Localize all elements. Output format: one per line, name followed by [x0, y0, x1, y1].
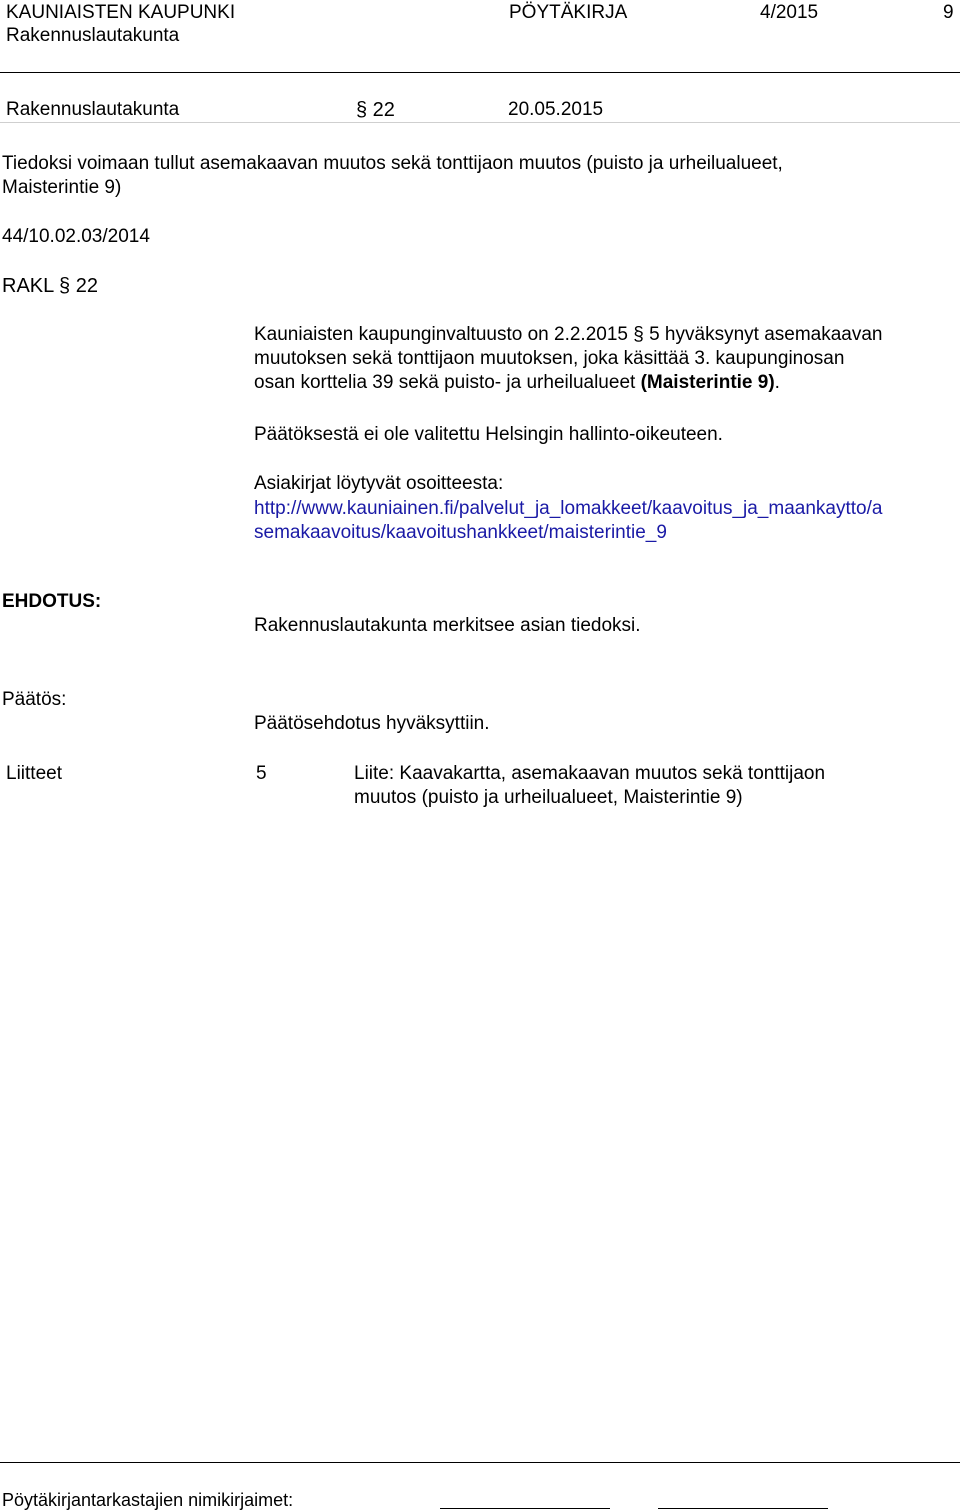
header-org: KAUNIAISTEN KAUPUNKI — [6, 2, 236, 23]
documents-url-line1[interactable]: http://www.kauniainen.fi/palvelut_ja_lomakkeet/kaavoitus_ja_maankaytto/a — [254, 498, 883, 519]
body-p1-line2: muutoksen sekä tonttijaon muutoksen, joka käsittää 3. kaupunginosan — [254, 348, 845, 369]
attachments-label: Liitteet — [6, 763, 62, 784]
rakl-section: RAKL § 22 — [2, 275, 98, 297]
decision-text: Päätösehdotus hyväksyttiin. — [254, 713, 490, 734]
meeting-section: § 22 — [356, 99, 395, 121]
attachment-item-line1[interactable]: Liite: Kaavakartta, asemakaavan muutos sekä tonttijaon — [354, 763, 826, 784]
body-paragraph-1 — [254, 323, 960, 395]
proposal-text: Rakennuslautakunta merkitsee asian tiedoksi. — [254, 615, 641, 636]
attachments-number: 5 — [256, 763, 267, 784]
signature-line-2 — [658, 1508, 828, 1509]
meeting-board: Rakennuslautakunta — [6, 99, 180, 120]
header-board: Rakennuslautakunta — [6, 25, 180, 46]
decision-label: Päätös: — [2, 689, 67, 710]
documents-url-line2[interactable]: semakaavoitus/kaavoitushankkeet/maisterintie_9 — [254, 522, 667, 543]
header-doc-type: PÖYTÄKIRJA — [509, 2, 628, 23]
header-doc-number: 4/2015 — [760, 2, 819, 23]
body-paragraph-2: Päätöksestä ei ole valitettu Helsingin hallinto-oikeuteen. — [254, 424, 723, 445]
documents-label: Asiakirjat löytyvät osoitteesta: — [254, 473, 504, 494]
item-title-line2: Maisterintie 9) — [2, 177, 122, 198]
body-p1-line3 — [254, 371, 960, 395]
item-title-line1: Tiedoksi voimaan tullut asemakaavan muutos sekä tonttijaon muutos (puisto ja urheilualueet, — [2, 153, 783, 174]
body-p1-period: . — [774, 372, 780, 393]
footer-label: Pöytäkirjantarkastajien nimikirjaimet: — [2, 1490, 294, 1510]
footer-divider — [0, 1462, 960, 1463]
body-p1-address: (Maisterintie 9) — [640, 372, 775, 393]
signature-line-1 — [440, 1508, 610, 1509]
header-divider — [0, 72, 960, 73]
proposal-label: EHDOTUS: — [2, 591, 102, 612]
body-p1-line1: Kauniaisten kaupunginvaltuusto on 2.2.2015 § 5 hyväksynyt asemakaavan — [254, 324, 883, 345]
attachment-item-line2[interactable]: muutos (puisto ja urheilualueet, Maisterintie 9) — [354, 787, 743, 808]
meeting-divider — [0, 122, 960, 123]
body-p1-line3-text: osan korttelia 39 sekä puisto- ja urheilualueet — [254, 372, 641, 393]
meeting-date: 20.05.2015 — [508, 99, 604, 120]
file-number: 44/10.02.03/2014 — [2, 226, 150, 247]
header-page-number: 9 — [943, 2, 954, 23]
